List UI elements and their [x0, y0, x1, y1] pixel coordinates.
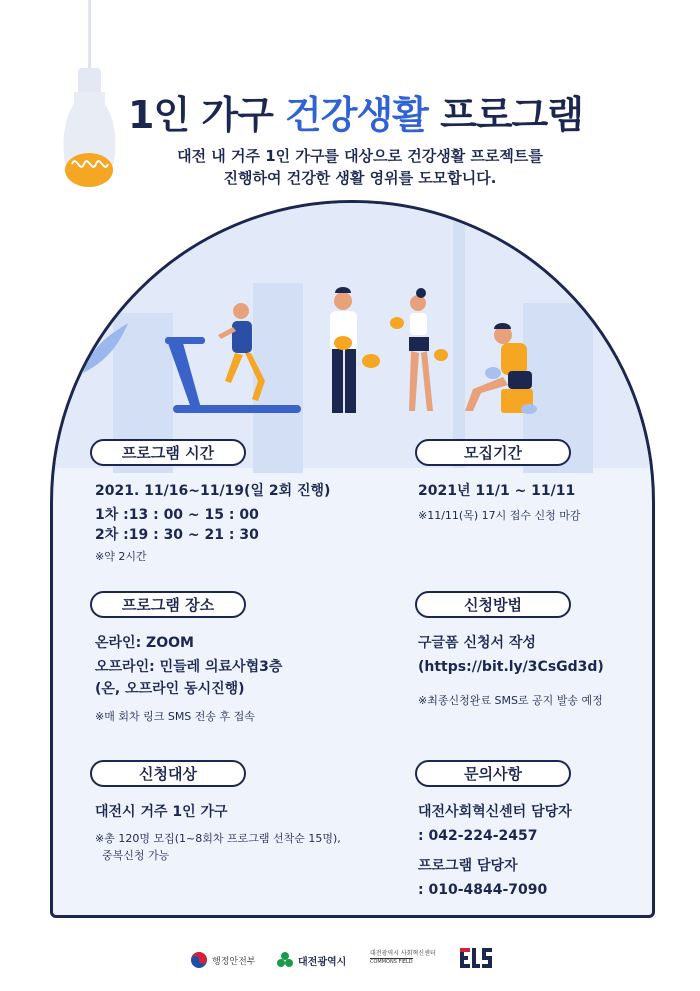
seated-man-figure [465, 323, 537, 414]
page-title [128, 84, 598, 139]
logo-innovation-center [370, 948, 436, 972]
place-note: ※매 회차 링크 SMS 전송 후 접속 [95, 710, 255, 723]
section-label-time: 프로그램 시간 [90, 439, 246, 466]
recruit-period: 2021년 11/1 ~ 11/11 [418, 483, 576, 499]
place-online: 온라인: ZOOM [95, 635, 194, 651]
time-note: ※약 2시간 [95, 550, 147, 563]
taegeuk-icon [190, 951, 208, 969]
contact-program-phone: : 010-4844-7090 [418, 882, 548, 898]
subtitle-line2: 진행하여 건강한 생활 영위를 도모합니다. [223, 169, 497, 187]
target-note2: 중복신청 가능 [102, 849, 170, 862]
title-part2: 프로그램 [427, 93, 583, 137]
plant-icon [78, 308, 128, 373]
title-part1: 1인 가구 [128, 93, 286, 137]
lamp-cap [78, 68, 101, 94]
logo-daejeon [276, 948, 346, 972]
target-note1: ※총 120명 모집(1~8회차 프로그램 선착순 15명), [95, 832, 341, 845]
place-offline: 오프라인: 민들레 의료사협3층 [95, 659, 283, 675]
contact-center-phone: : 042-224-2457 [418, 828, 538, 844]
subtitle-line1: 대전 내 거주 1인 가구를 대상으로 건강생활 프로젝트를 [177, 147, 543, 165]
title-highlight: 건강생활 [285, 93, 428, 137]
time-session1: 1차 :13 : 00 ~ 15 : 00 [95, 507, 259, 523]
contact-program: 프로그램 담당자 [418, 858, 518, 874]
section-label-target: 신청대상 [90, 760, 246, 787]
logo-innovation-sub: COMMONS FIELD [370, 959, 413, 965]
els-logo-icon [458, 942, 494, 970]
exercise-illustration [53, 203, 655, 433]
apply-method: 구글폼 신청서 작성 [418, 635, 536, 651]
contact-center: 대전사회혁신센터 담당자 [418, 804, 572, 820]
section-label-contact: 문의사항 [415, 760, 571, 787]
section-label-place: 프로그램 장소 [90, 591, 246, 618]
place-both: (온, 오프라인 동시진행) [95, 681, 245, 697]
section-label-recruit: 모집기간 [415, 439, 571, 466]
section-label-apply: 신청방법 [415, 591, 571, 618]
logo-mois-text: 행정안전부 [212, 956, 256, 967]
time-date: 2021. 11/16~11/19(일 2회 진행) [95, 483, 331, 499]
apply-note: ※최종신청완료 SMS로 공지 발송 예정 [418, 694, 603, 707]
logo-mois [190, 948, 255, 972]
lamp-cord [88, 0, 91, 70]
man-dumbbell-figure [330, 287, 380, 413]
page-subtitle [120, 145, 600, 189]
daejeon-emblem-icon [276, 951, 294, 969]
runner-figure [218, 303, 265, 401]
time-session2: 2차 :19 : 30 ~ 21 : 30 [95, 527, 259, 543]
apply-link[interactable]: (https://bit.ly/3CsGd3d) [418, 659, 604, 675]
woman-dumbbell-figure [390, 288, 448, 411]
logo-innovation-text: 대전광역시 사회혁신센터 [370, 950, 436, 957]
logo-els [458, 944, 494, 968]
recruit-note: ※11/11(목) 17시 접수 신청 마감 [418, 509, 581, 522]
light-bulb-icon [62, 92, 117, 192]
logo-daejeon-text: 대전광역시 [298, 956, 347, 968]
target-who: 대전시 거주 1인 가구 [95, 804, 228, 820]
